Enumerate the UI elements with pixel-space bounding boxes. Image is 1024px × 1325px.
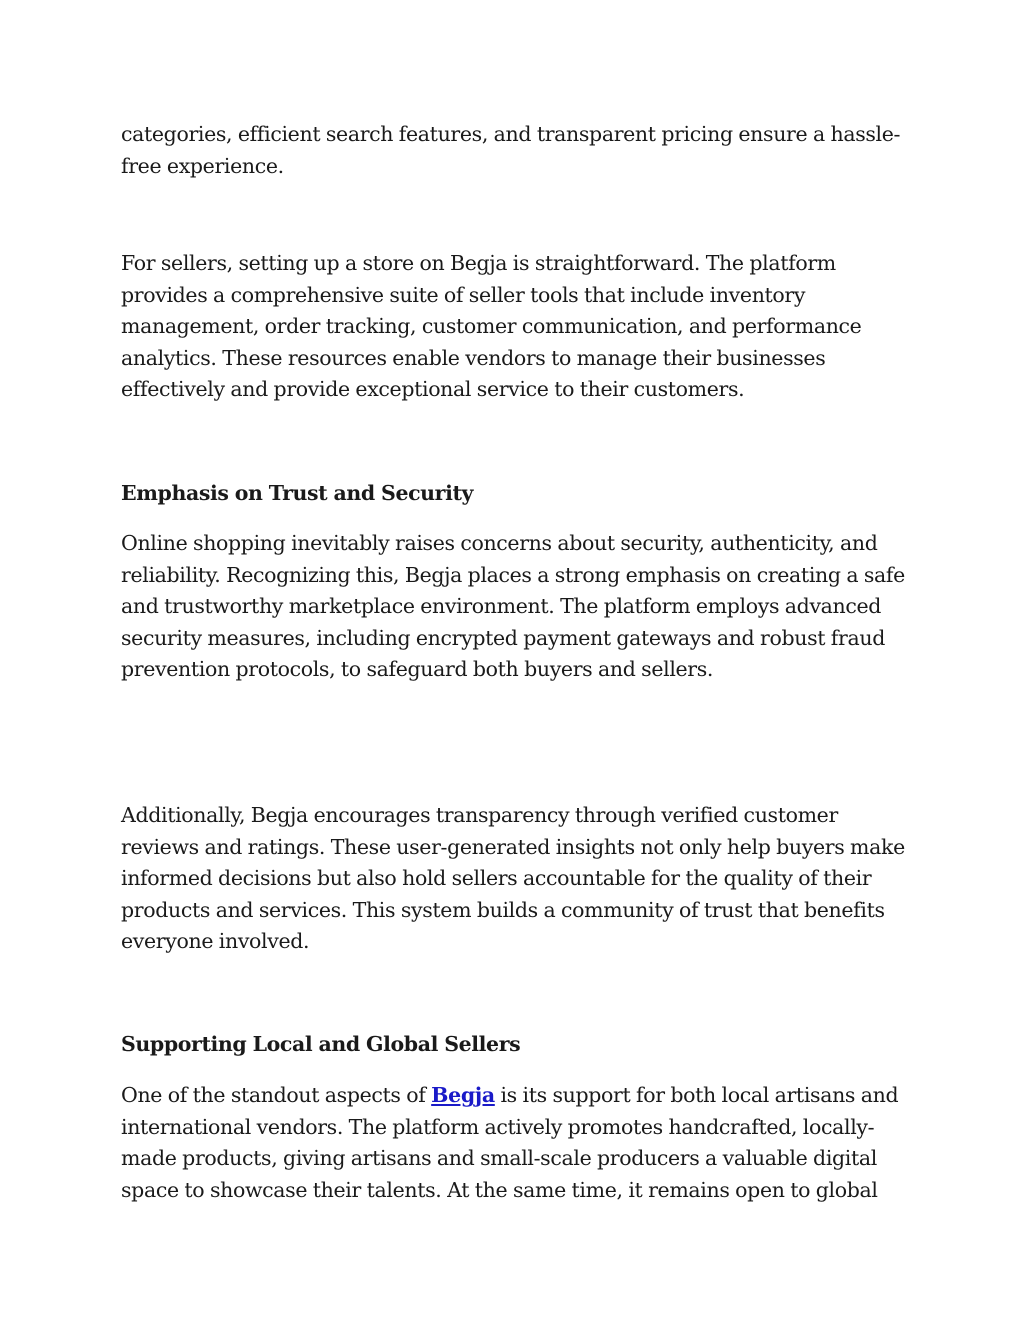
- text-line: reliability. Recognizing this, Begja places a strong emphasis on creating a safe: [121, 562, 905, 587]
- text-line: Additionally, Begja encourages transparency through verified customer: [121, 803, 838, 827]
- text-line: prevention protocols, to safeguard both buyers and sellers.: [121, 657, 714, 681]
- text-line: effectively and provide exceptional service to their customers.: [121, 377, 745, 401]
- text-line: space to showcase their talents. At the same time, it remains open to global: [121, 1177, 878, 1202]
- text-line-with-link: [121, 1080, 911, 1112]
- paragraph-sellers: [121, 248, 911, 406]
- text-segment: is its support for both local artisans and: [494, 1083, 899, 1107]
- text-line: informed decisions but also hold sellers accountable for the quality of their: [121, 866, 872, 890]
- text-line: security measures, including encrypted payment gateways and robust fraud: [121, 625, 885, 650]
- paragraph-intro-continuation: [121, 119, 911, 182]
- section-heading-trust-security: Emphasis on Trust and Security: [121, 481, 474, 505]
- text-line: analytics. These resources enable vendors to manage their businesses: [121, 345, 826, 370]
- text-line: categories, efficient search features, and transparent pricing ensure a hassle-: [121, 122, 901, 146]
- text-line: products and services. This system builds a community of trust that benefits: [121, 897, 885, 922]
- text-line: international vendors. The platform actively promotes handcrafted, locally-: [121, 1114, 875, 1139]
- text-line: management, order tracking, customer communication, and performance: [121, 314, 862, 338]
- paragraph-trust-security: [121, 528, 911, 686]
- text-line: everyone involved.: [121, 929, 310, 953]
- text-line: free experience.: [121, 153, 284, 178]
- text-line: and trustworthy marketplace environment. The platform employs advanced: [121, 594, 882, 618]
- section-heading-local-global: Supporting Local and Global Sellers: [121, 1032, 521, 1056]
- paragraph-local-global: [121, 1080, 911, 1206]
- begja-link[interactable]: Begja: [431, 1083, 495, 1107]
- text-line: provides a comprehensive suite of seller tools that include inventory: [121, 282, 806, 307]
- text-segment: One of the standout aspects of: [121, 1083, 432, 1107]
- text-line: For sellers, setting up a store on Begja is straightforward. The platform: [121, 251, 836, 275]
- text-line: made products, giving artisans and small-scale producers a valuable digital: [121, 1146, 877, 1170]
- text-line: reviews and ratings. These user-generated insights not only help buyers make: [121, 834, 905, 859]
- paragraph-reviews: [121, 800, 911, 958]
- text-line: Online shopping inevitably raises concerns about security, authenticity, and: [121, 531, 878, 555]
